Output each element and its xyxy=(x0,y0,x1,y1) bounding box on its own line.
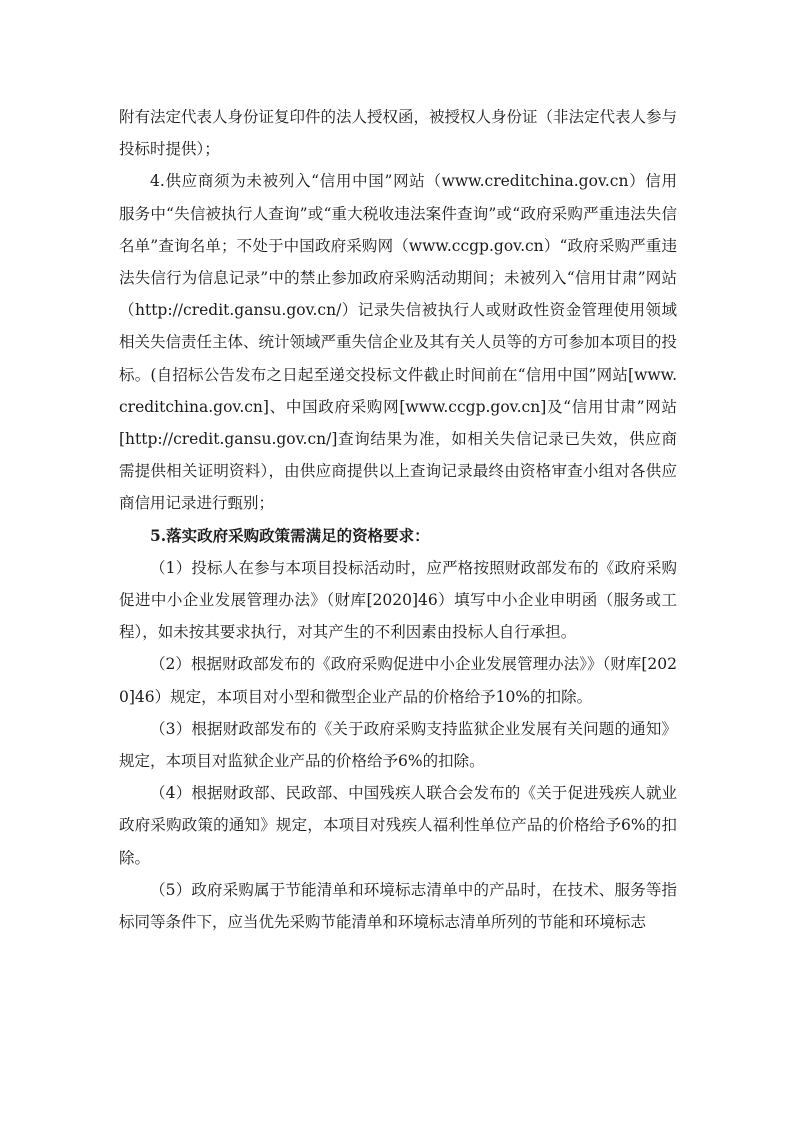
paragraph-energy-saving-priority: （5）政府采购属于节能清单和环境标志清单中的产品时，在技术、服务等指标同等条件下，应当优先采购节能清单和环境标志清单所列的节能和环境标志 xyxy=(119,880,677,932)
paragraph-authorization-letter: 附有法定代表人身份证复印件的法人授权函，被授权人身份证（非法定代表人参与投标时提供）； xyxy=(119,108,678,159)
paragraph-sme-declaration: （1）投标人在参与本项目投标活动时，应严格按照财政部发布的《政府采购促进中小企业发展管理办法》（财库[2020]46）填写中小企业申明函（服务或工程），如未按其要求执行，对其产生的不利因素由投标人自行承担。 xyxy=(119,558,677,642)
document-page xyxy=(119,101,677,938)
paragraph-credit-requirement: 4.供应商须为未被列入“信用中国”网站（www.creditchina.gov.cn）信用服务中“失信被执行人查询”或“重大税收违法案件查询”或“政府采购严重违法失信名单”查询名单；不处于中国政府采购网（www.ccgp.gov.cn）“政府采购严重违法失信行为信息记录”中的禁止参加政府采购活动期间；未被列入“信用甘肃”网站（http://credit.gansu.gov.cn/）记录失信被执行人或财政性资金管理使用领域相关失信责任主体、统计领域严重失信企业及其有关人员等的方可参加本项目的投标。(自招标公告发布之日起至递交投标文件截止时间前在“信用中国”网站[www.creditchina.gov.cn]、中国政府采购网[www.ccgp.gov.cn]及“信用甘肃”网站[http://credit.gansu.gov.cn/]查询结果为准，如相关失信记录已失效，供应商需提供相关证明资料），由供应商提供以上查询记录最终由资格审查小组对各供应商信用记录进行甄别； xyxy=(119,172,678,513)
section-heading-policy-requirements: 5.落实政府采购政策需满足的资格要求： xyxy=(150,525,430,545)
paragraph-prison-enterprise-discount: （3）根据财政部发布的《关于政府采购支持监狱企业发展有关问题的通知》规定，本项目对监狱企业产品的价格给予6%的扣除。 xyxy=(119,719,677,771)
paragraph-disabled-welfare-discount: （4）根据财政部、民政部、中国残疾人联合会发布的《关于促进残疾人就业政府采购政策的通知》规定，本项目对残疾人福利性单位产品的价格给予6%的扣除。 xyxy=(119,784,677,867)
paragraph-small-micro-discount: （2）根据财政部发布的《政府采购促进中小企业发展管理办法》》（财库[2020]46）规定，本项目对小型和微型企业产品的价格给予10%的扣除。 xyxy=(119,655,677,706)
